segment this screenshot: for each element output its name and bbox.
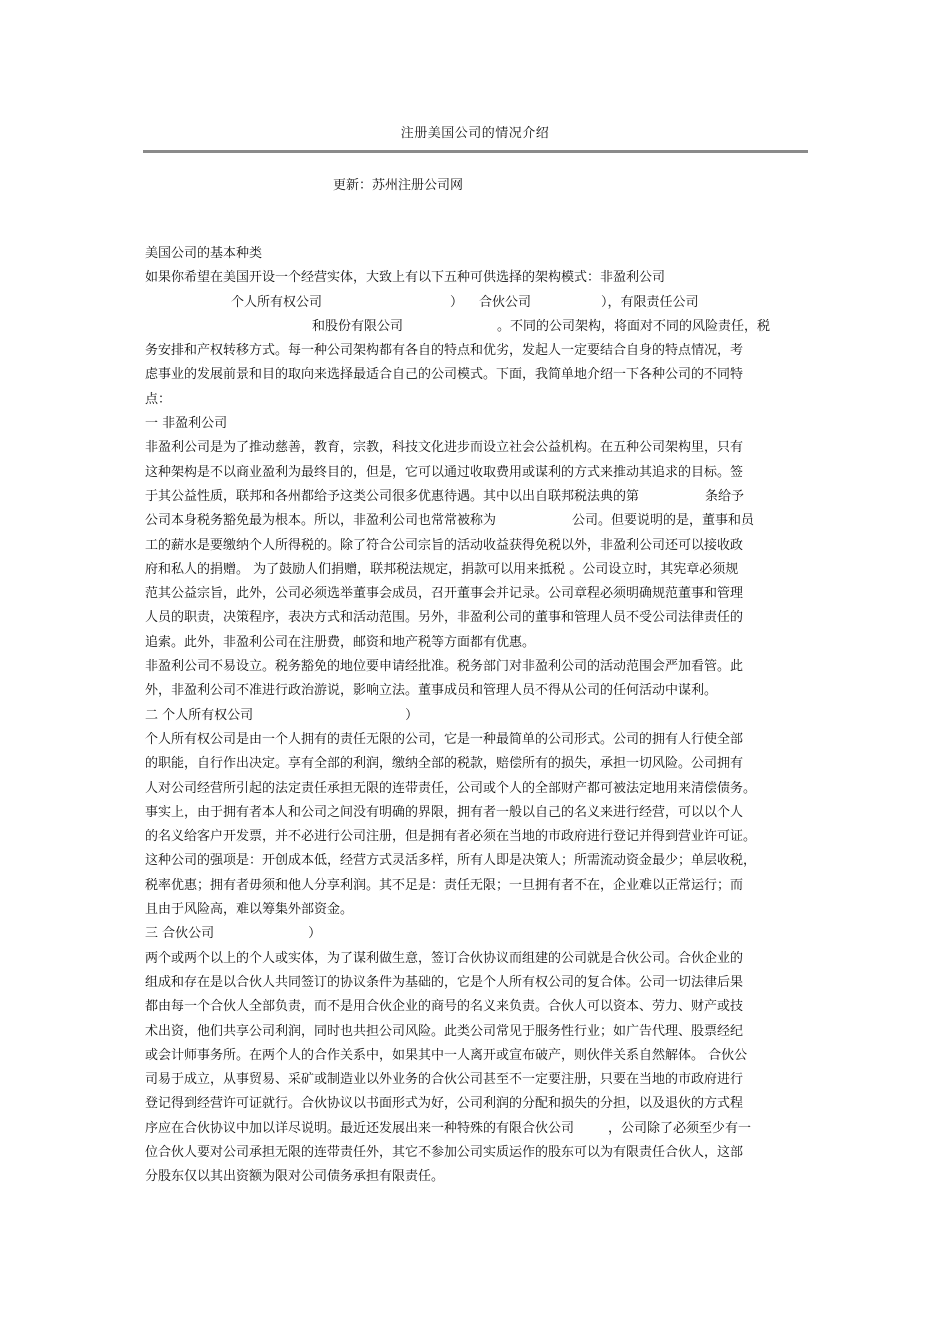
paragraph-line: 人对公司经营所引起的法定责任承担无限的连带责任，公司或个人的全部财产都可被法定地用来清偿债务。 xyxy=(145,780,757,796)
paragraph-line: 非盈利公司不易设立。税务豁免的地位要申请经批准。税务部门对非盈利公司的活动范围会严加看管。此 xyxy=(145,659,744,675)
intro-fragment: 和股份有限公司 xyxy=(312,318,404,334)
document-body xyxy=(145,242,808,1190)
paragraph-line xyxy=(145,485,808,509)
intro-line xyxy=(145,315,808,339)
paragraph-line: 非盈利公司是为了推动慈善，教育，宗教，科技文化进步而设立社会公益机构。在五种公司架构里，只有 xyxy=(145,440,744,456)
paragraph-line: 府和私人的捐赠。 为了鼓励人们捐赠，联邦税法规定，捐款可以用来抵税 。公司设立时，其宪章必须规 xyxy=(145,561,739,577)
intro-fragment: ），有限责任公司 xyxy=(601,294,699,310)
paragraph-fragment: 于其公益性质，联邦和各州都给予这类公司很多优惠待遇。其中以出自联邦税法典的第 xyxy=(145,488,640,504)
paragraph-line: 个人所有权公司是由一个人拥有的责任无限的公司，它是一种最简单的公司形式。公司的拥有人行使全部 xyxy=(145,731,744,747)
intro-line: 点： xyxy=(145,391,172,407)
intro-heading: 美国公司的基本种类 xyxy=(145,246,263,261)
paragraph-line: 术出资，他们共享公司利润，同时也共担公司风险。此类公司常见于服务性行业；如广告代理、股票经纪 xyxy=(145,1023,744,1039)
paragraph-fragment: ，公司除了必须至少有一 xyxy=(608,1120,752,1136)
title-divider xyxy=(143,150,808,153)
section-heading-paren: ） xyxy=(405,707,419,723)
intro-fragment: 个人所有权公司 xyxy=(231,294,323,310)
paragraph-line: 这种架构是不以商业盈利为最终目的，但是，它可以通过收取费用或谋利的方式来推动其追求的目标。签 xyxy=(145,464,744,480)
paragraph-line: 的职能，自行作出决定。享有全部的利润，缴纳全部的税款，赔偿所有的损失，承担一切风险。公司拥有 xyxy=(145,756,744,772)
document-title: 注册美国公司的情况介绍 xyxy=(400,126,550,141)
paragraph-fragment: 公司。但要说明的是，董事和员 xyxy=(572,513,755,529)
paragraph-line: 税率优惠；拥有者毋须和他人分享利润。其不足是：责任无限；一旦拥有者不在，企业难以正常运行；而 xyxy=(145,877,744,893)
section-heading: 一 非盈利公司 xyxy=(145,416,228,432)
paragraph-line: 分股东仅以其出资额为限对公司债务承担有限责任。 xyxy=(145,1169,445,1185)
intro-fragment: 。不同的公司架构，将面对不同的风险责任，税 xyxy=(497,318,771,334)
paragraph-line: 这种公司的强项是：开创成本低，经营方式灵活多样，所有人即是决策人；所需流动资金最少；单层收税， xyxy=(145,853,757,869)
paragraph-line: 外，非盈利公司不准进行政治游说，影响立法。董事成员和管理人员不得从公司的任何活动中谋利。 xyxy=(145,683,718,699)
paragraph-line xyxy=(145,509,808,533)
paragraph-line: 范其公益宗旨，此外，公司必须选举董事会成员，召开董事会并记录。公司章程必须明确规范董事和管理 xyxy=(145,586,744,602)
paragraph-line: 司易于成立，从事贸易、采矿或制造业以外业务的合伙公司甚至不一定要注册，只要在当地的市政府进行 xyxy=(145,1072,744,1088)
section-heading xyxy=(145,704,808,728)
intro-fragment: 合伙公司 xyxy=(479,294,532,310)
section-heading-paren: ） xyxy=(308,926,322,942)
intro-fragment: ） xyxy=(450,294,464,310)
paragraph-line: 登记得到经营许可证就行。合伙协议以书面形式为好，公司利润的分配和损失的分担，以及退伙的方式程 xyxy=(145,1096,744,1112)
section-heading-text: 二 个人所有权公司 xyxy=(145,707,254,723)
intro-line: 务安排和产权转移方式。每一种公司架构都有各自的特点和优劣，发起人一定要结合自身的特点情况，考 xyxy=(145,343,744,359)
paragraph-line xyxy=(145,1117,808,1141)
paragraph-line: 追索。此外，非盈利公司在注册费，邮资和地产税等方面都有优惠。 xyxy=(145,634,536,650)
paragraph-line: 的名义给客户开发票，并不必进行公司注册，但是拥有者必须在当地的市政府进行登记并得到营业许可证。 xyxy=(145,829,757,845)
paragraph-line: 且由于风险高，难以筹集外部资金。 xyxy=(145,902,354,918)
paragraph-line: 位合伙人要对公司承担无限的连带责任外，其它不参加公司实质运作的股东可以为有限责任合伙人，这部 xyxy=(145,1144,744,1160)
paragraph-line: 人员的职责，决策程序，表决方式和活动范围。另外，非盈利公司的董事和管理人员不受公司法律责任的 xyxy=(145,610,744,626)
intro-line: 如果你希望在美国开设一个经营实体，大致上有以下五种可供选择的架构模式：非盈利公司 xyxy=(145,270,666,286)
paragraph-line: 都由每一个合伙人全部负责，而不是用合伙企业的商号的名义来负责。合伙人可以资本、劳力、财产或技 xyxy=(145,999,744,1015)
paragraph-fragment: 公司本身税务豁免最为根本。所以，非盈利公司也常常被称为 xyxy=(145,513,497,529)
intro-line: 虑事业的发展前景和目的取向来选择最适合自己的公司模式。下面，我简单地介绍一下各种公司的不同特 xyxy=(145,367,744,383)
intro-line xyxy=(145,291,808,315)
paragraph-line: 事实上，由于拥有者本人和公司之间没有明确的界限，拥有者一般以自己的名义来进行经营，可以以个人 xyxy=(145,804,744,820)
paragraph-fragment: 序应在合伙协议中加以详尽说明。最近还发展出来一种特殊的有限合伙公司 xyxy=(145,1120,575,1136)
update-source: 更新：苏州注册公司网 xyxy=(333,178,464,193)
section-heading xyxy=(145,922,808,946)
paragraph-line: 工的薪水是要缴纳个人所得税的。除了符合公司宗旨的活动收益获得免税以外，非盈利公司还可以接收政 xyxy=(145,537,744,553)
paragraph-fragment: 条给予 xyxy=(705,488,745,504)
paragraph-line: 组成和存在是以合伙人共同签订的协议条件为基础的，它是个人所有权公司的复合体。公司一切法律后果 xyxy=(145,974,744,990)
paragraph-line: 两个或两个以上的个人或实体，为了谋利做生意，签订合伙协议而组建的公司就是合伙公司。合伙企业的 xyxy=(145,950,744,966)
paragraph-line: 或会计师事务所。在两个人的合作关系中，如果其中一人离开或宣布破产，则伙伴关系自然解体。 合伙公 xyxy=(145,1047,748,1063)
section-heading-text: 三 合伙公司 xyxy=(145,926,215,942)
